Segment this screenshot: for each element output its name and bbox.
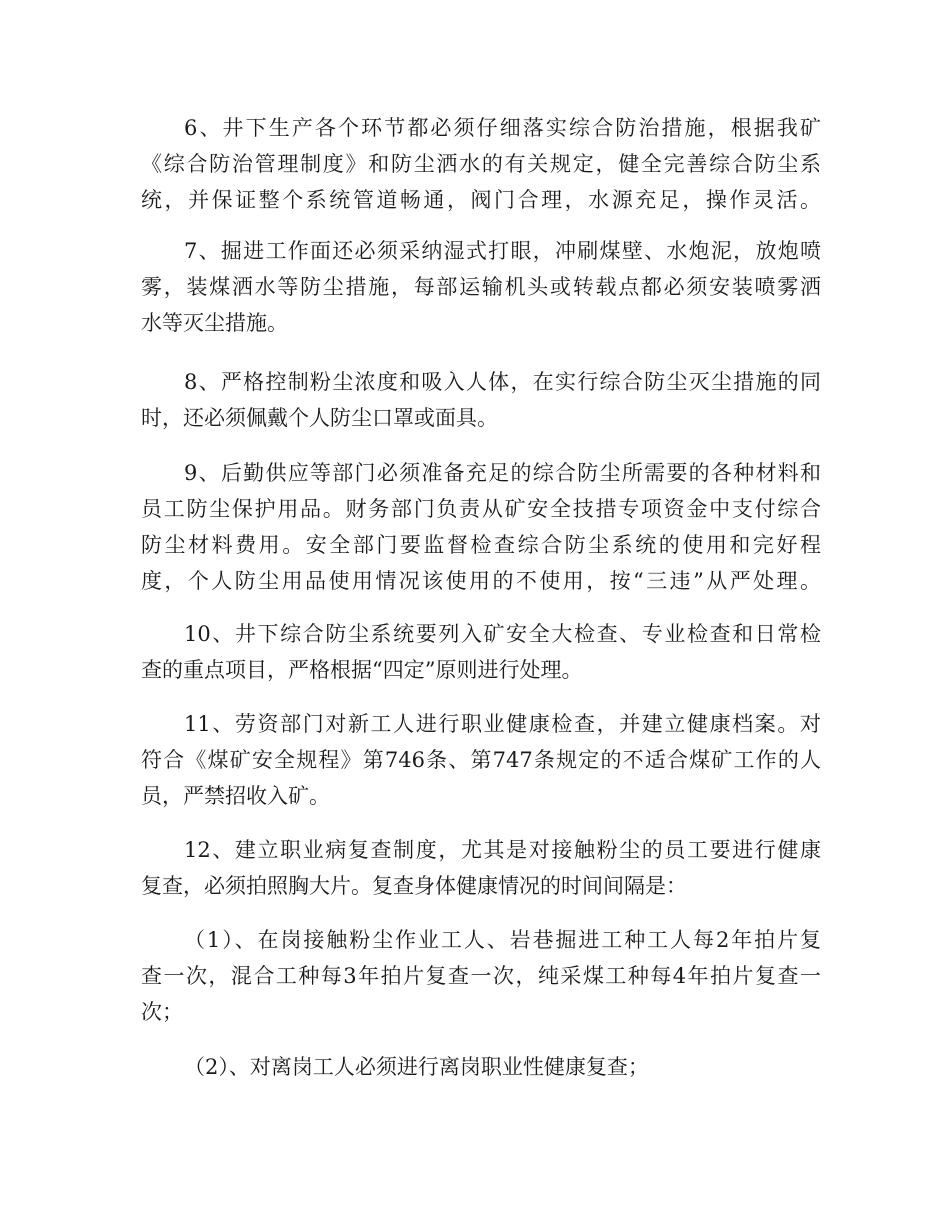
paragraph-11-line-1: 11、劳资部门对新工人进行职业健康检查，并建立健康档案。对 <box>184 712 821 736</box>
paragraph-6-line-1: 6、井下生产各个环节都必须仔细落实综合防治措施，根据我矿 <box>184 116 821 140</box>
paragraph-12-line-1: 12、建立职业病复查制度，尤其是对接触粉尘的员工要进行健康 <box>184 838 821 862</box>
paragraph-8-line-1: 8、严格控制粉尘浓度和吸入人体，在实行综合防尘灭尘措施的同 <box>184 370 821 394</box>
paragraph-12-line-2: 复查，必须拍照胸大片。复查身体健康情况的时间间隔是： <box>141 874 687 898</box>
paragraph-9-line-4: 度，个人防尘用品使用情况该使用的不使用，按“三违”从严处理。 <box>141 569 821 593</box>
item-2-line-1: （2）、对离岗工人必须进行离岗职业性健康复查； <box>184 1055 649 1079</box>
paragraph-9-line-2: 员工防尘保护用品。财务部门负责从矿安全技措专项资金中支付综合 <box>141 497 821 521</box>
paragraph-7-line-3: 水等灭尘措施。 <box>141 311 288 335</box>
paragraph-9-line-3: 防尘材料费用。安全部门要监督检查综合防尘系统的使用和完好程 <box>141 533 821 557</box>
item-1-line-1: （1）、在岗接触粉尘作业工人、岩巷掘进工种工人每2年拍片复 <box>184 928 821 952</box>
paragraph-11-line-2: 符合《煤矿安全规程》第746条、第747条规定的不适合煤矿工作的人 <box>141 748 821 772</box>
paragraph-10-line-2: 查的重点项目，严格根据“四定”原则进行处理。 <box>141 658 583 682</box>
paragraph-10-line-1: 10、井下综合防尘系统要列入矿安全大检查、专业检查和日常检 <box>184 622 821 646</box>
paragraph-6-line-3: 统，并保证整个系统管道畅通，阀门合理，水源充足，操作灵活。 <box>141 188 821 212</box>
item-1-line-3: 次； <box>141 1000 183 1024</box>
paragraph-7-line-1: 7、掘进工作面还必须采纳湿式打眼，冲刷煤壁、水炮泥，放炮喷 <box>184 239 821 263</box>
item-1-line-2: 查一次，混合工种每3年拍片复查一次，纯采煤工种每4年拍片复查一 <box>141 964 821 988</box>
paragraph-8-line-2: 时，还必须佩戴个人防尘口罩或面具。 <box>141 406 498 430</box>
paragraph-9-line-1: 9、后勤供应等部门必须准备充足的综合防尘所需要的各种材料和 <box>184 461 821 485</box>
paragraph-6-line-2: 《综合防治管理制度》和防尘洒水的有关规定，健全完善综合防尘系 <box>141 152 821 176</box>
paragraph-11-line-3: 员，严禁招收入矿。 <box>141 784 330 808</box>
paragraph-7-line-2: 雾，装煤洒水等防尘措施，每部运输机头或转载点都必须安装喷雾洒 <box>141 275 821 299</box>
